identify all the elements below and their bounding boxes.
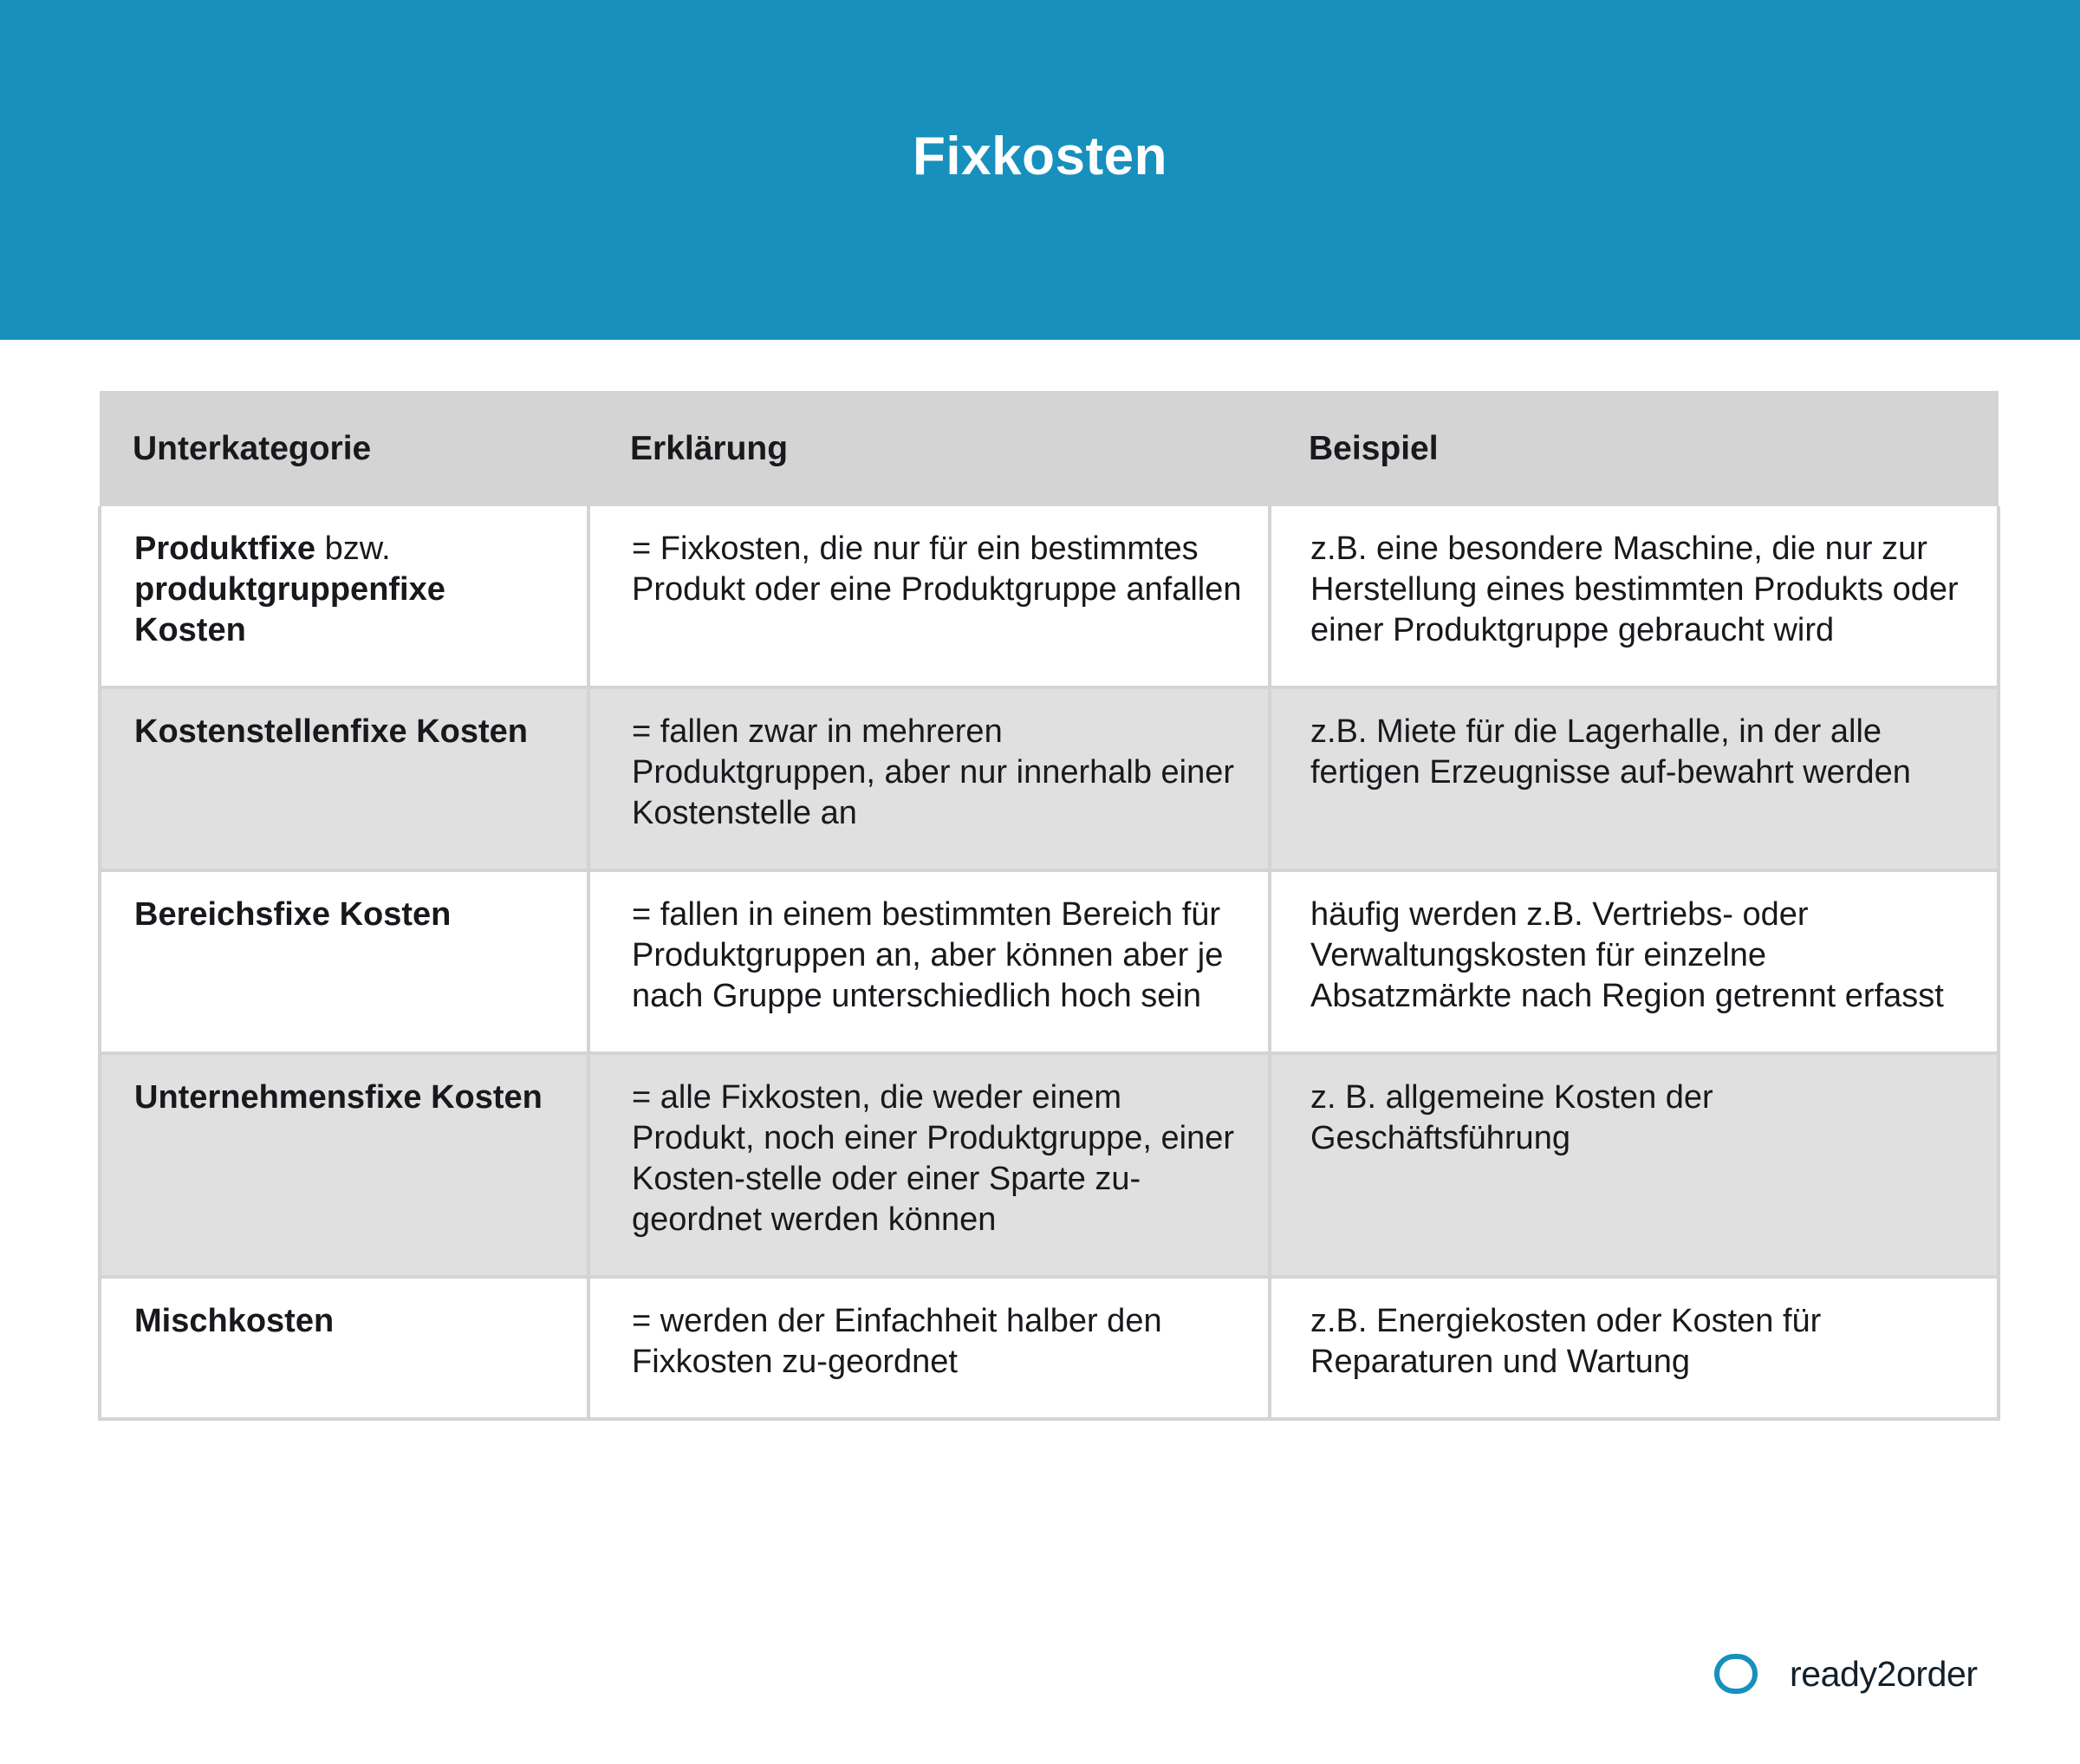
cell-example: z. B. allgemeine Kosten der Geschäftsführung bbox=[1270, 1053, 1999, 1277]
cell-subcategory: Mischkosten bbox=[100, 1277, 588, 1419]
brand-logo-text: ready2order bbox=[1790, 1654, 1978, 1694]
table-row bbox=[100, 1053, 1999, 1277]
column-header-erklaerung: Erklärung bbox=[588, 391, 1270, 506]
table-row bbox=[100, 1277, 1999, 1419]
subcategory-bold-part-1: Produktfixe bbox=[134, 531, 316, 567]
costs-table bbox=[98, 391, 2000, 1421]
table-row bbox=[100, 506, 1999, 687]
cell-example: z.B. Miete für die Lagerhalle, in der alle fertigen Erzeugnisse auf-bewahrt werden bbox=[1270, 687, 1999, 870]
cell-subcategory bbox=[100, 506, 588, 687]
cell-explanation: = fallen zwar in mehreren Produktgruppen, aber nur innerhalb einer Kostenstelle an bbox=[588, 687, 1270, 870]
subcategory-regular-part: bzw. bbox=[315, 531, 391, 567]
cell-explanation: = fallen in einem bestimmten Bereich für Produktgruppen an, aber können aber je nach Gruppe unterschiedlich hoch sein bbox=[588, 870, 1270, 1053]
cell-example: häufig werden z.B. Vertriebs- oder Verwaltungskosten für einzelne Absatzmärkte nach Region getrennt erfasst bbox=[1270, 870, 1999, 1053]
table-header-row bbox=[100, 391, 1999, 506]
cell-explanation: = werden der Einfachheit halber den Fixkosten zu-geordnet bbox=[588, 1277, 1270, 1419]
cell-example: z.B. eine besondere Maschine, die nur zur Herstellung eines bestimmten Produkts oder einer Produktgruppe gebraucht wird bbox=[1270, 506, 1999, 687]
cell-subcategory: Kostenstellenfixe Kosten bbox=[100, 687, 588, 870]
cell-explanation: = Fixkosten, die nur für ein bestimmtes Produkt oder eine Produktgruppe anfallen bbox=[588, 506, 1270, 687]
column-header-beispiel: Beispiel bbox=[1270, 391, 1999, 506]
cell-subcategory: Bereichsfixe Kosten bbox=[100, 870, 588, 1053]
table-row bbox=[100, 687, 1999, 870]
table-row bbox=[100, 870, 1999, 1053]
page-banner bbox=[0, 0, 2080, 340]
table-header bbox=[100, 391, 1999, 506]
costs-table-wrapper bbox=[98, 391, 1997, 1421]
column-header-unterkategorie: Unterkategorie bbox=[100, 391, 588, 506]
cell-subcategory: Unternehmensfixe Kosten bbox=[100, 1053, 588, 1277]
table-body bbox=[100, 506, 1999, 1419]
subcategory-bold-part-2: produktgruppenfixe Kosten bbox=[134, 571, 445, 648]
two-interlocking-circles-icon bbox=[1712, 1650, 1776, 1698]
cell-example: z.B. Energiekosten oder Kosten für Reparaturen und Wartung bbox=[1270, 1277, 1999, 1419]
cell-explanation: = alle Fixkosten, die weder einem Produkt, noch einer Produktgruppe, einer Kosten-stelle oder einer Sparte zu-geordnet werden können bbox=[588, 1053, 1270, 1277]
brand-logo bbox=[1712, 1644, 2011, 1704]
page-title: Fixkosten bbox=[913, 127, 1167, 186]
